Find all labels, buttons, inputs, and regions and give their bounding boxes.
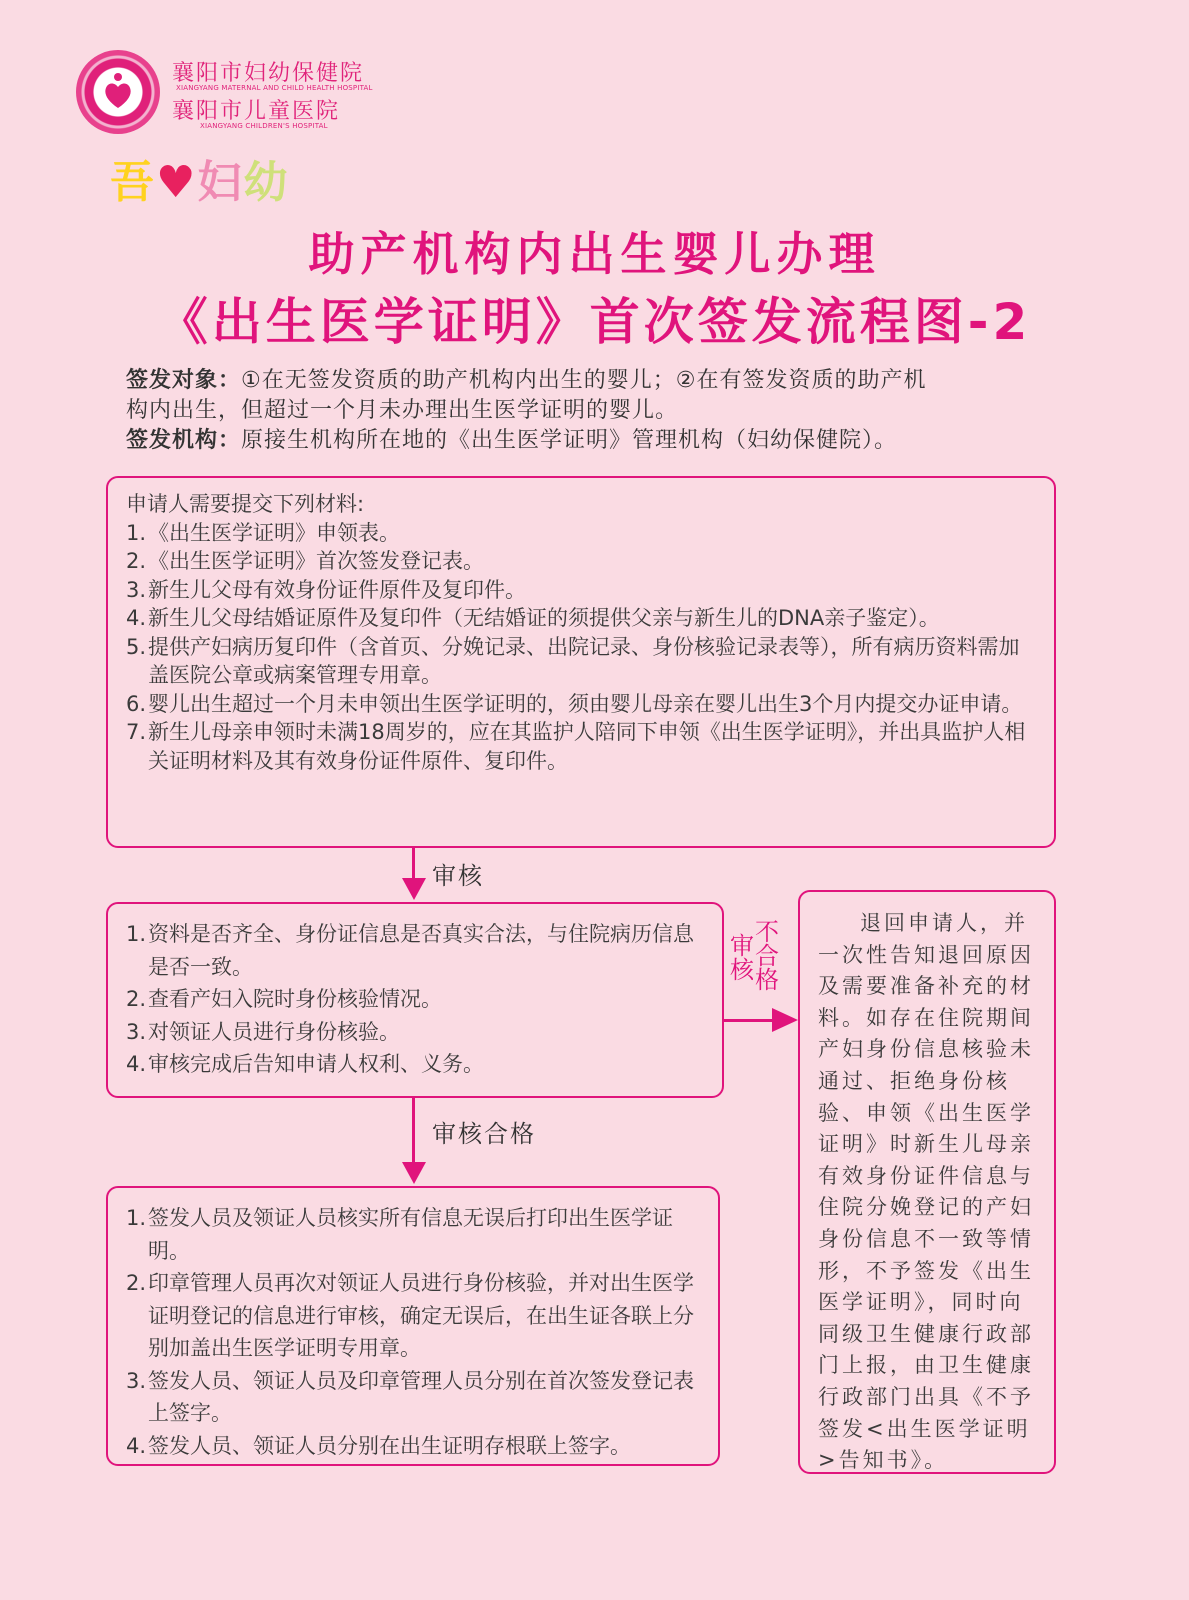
target-text-1: ①在无签发资质的助产机构内出生的婴儿；②在有签发资质的助产机 — [241, 368, 927, 393]
list-item: 1. 签发人员及领证人员核实所有信息无误后打印出生医学证明。 — [126, 1206, 673, 1263]
list-item: 6. 婴儿出生超过一个月未申领出生医学证明的，须由婴儿母亲在婴儿出生3个月内提交办证申请。 — [126, 691, 1023, 716]
arrow-down-icon — [402, 878, 426, 900]
materials-list — [126, 519, 1036, 776]
hospital-name-en-2: XIANGYANG CHILDREN'S HOSPITAL — [200, 122, 328, 130]
materials-box — [106, 476, 1056, 848]
org-label: 签发机构： — [126, 428, 242, 453]
heart-icon: ♥ — [156, 157, 198, 208]
arrow-pass-label: 审核合格 — [432, 1120, 536, 1148]
list-item: 3. 新生儿父母有效身份证件原件及复印件。 — [126, 577, 526, 602]
arrow-down-icon — [402, 1162, 426, 1184]
target-label: 签发对象： — [126, 368, 242, 393]
arrow-pass-line — [412, 1098, 415, 1164]
slogan-char-3: 妇 — [197, 157, 244, 208]
target-text-2: 构内出生，但超过一个月未办理出生医学证明的婴儿。 — [126, 398, 679, 423]
page-title-line-2: 《出生医学证明》首次签发流程图-2 — [157, 293, 1032, 351]
list-item: 1. 资料是否齐全、身份证信息是否真实合法，与住院病历信息是否一致。 — [126, 922, 694, 979]
heart-hands-icon — [76, 50, 160, 134]
fail-label-review: 审核 — [730, 932, 754, 984]
hospital-logo — [76, 50, 160, 134]
org-text: 原接生机构所在地的《出生医学证明》管理机构（妇幼保健院）。 — [241, 428, 898, 453]
page-title-line-1: 助产机构内出生婴儿办理 — [308, 227, 881, 281]
arrow-review-line — [412, 848, 415, 880]
arrow-right-icon — [772, 1008, 798, 1032]
list-item: 2. 印章管理人员再次对领证人员进行身份核验，并对出生医学证明登记的信息进行审核，确定无误后，在出生证各联上分别加盖出生医学证明专用章。 — [126, 1271, 694, 1360]
issue-box — [106, 1186, 720, 1466]
reject-box — [798, 890, 1056, 1474]
arrow-review-label: 审核 — [432, 862, 484, 890]
arrow-fail-line — [724, 1019, 774, 1022]
list-item: 3. 对领证人员进行身份核验。 — [126, 1019, 400, 1044]
list-item: 4. 新生儿父母结婚证原件及复印件（无结婚证的须提供父亲与新生儿的DNA亲子鉴定）。 — [126, 606, 940, 630]
issue-list — [126, 1202, 700, 1462]
slogan-char-4: 幼 — [243, 157, 290, 208]
list-item: 1. 《出生医学证明》申领表。 — [126, 520, 400, 545]
intro-target — [126, 366, 1056, 426]
list-item: 2. 查看产妇入院时身份核验情况。 — [126, 987, 442, 1011]
list-item: 4. 签发人员、领证人员分别在出生证明存根联上签字。 — [126, 1433, 631, 1458]
review-box — [106, 902, 724, 1098]
fail-label-fail: 不合格 — [755, 918, 779, 994]
list-item: 4. 审核完成后告知申请人权利、义务。 — [126, 1052, 484, 1076]
hospital-name-en-1: XIANGYANG MATERNAL AND CHILD HEALTH HOSPITAL — [176, 84, 373, 92]
list-item: 5. 提供产妇病历复印件（含首页、分娩记录、出院记录、身份核验记录表等），所有病历资料需加盖医院公章或病案管理专用章。 — [126, 634, 1020, 687]
list-item: 3. 签发人员、领证人员及印章管理人员分别在首次签发登记表上签字。 — [126, 1368, 694, 1425]
hospital-name-cn-2: 襄阳市儿童医院 — [172, 99, 341, 124]
hospital-name-cn-1: 襄阳市妇幼保健院 — [172, 61, 365, 86]
review-list — [126, 918, 704, 1081]
reject-text: 退回申请人，并一次性告知退回原因及需要准备补充的材料。如存在住院期间产妇身份信息核验未通过、拒绝身份核验、申领《出生医学证明》时新生儿母亲有效身份证件信息与住院分娩登记的产妇身份信息不一致等情形，不予签发《出生医学证明》，同时向同级卫生健康行政部门上报，由卫生健康行政部门出具《不予签发<出生医学证明>告知书》。 — [818, 911, 1034, 1473]
list-item: 2. 《出生医学证明》首次签发登记表。 — [126, 549, 484, 573]
list-item: 7. 新生儿母亲申领时未满18周岁的，应在其监护人陪同下申领《出生医学证明》，并出具监护人相关证明材料及其有效身份证件原件、复印件。 — [126, 720, 1026, 773]
slogan-char-1: 吾 — [110, 157, 156, 208]
slogan — [110, 146, 289, 210]
intro-org — [126, 426, 1056, 456]
materials-heading: 申请人需要提交下列材料: — [126, 492, 365, 516]
